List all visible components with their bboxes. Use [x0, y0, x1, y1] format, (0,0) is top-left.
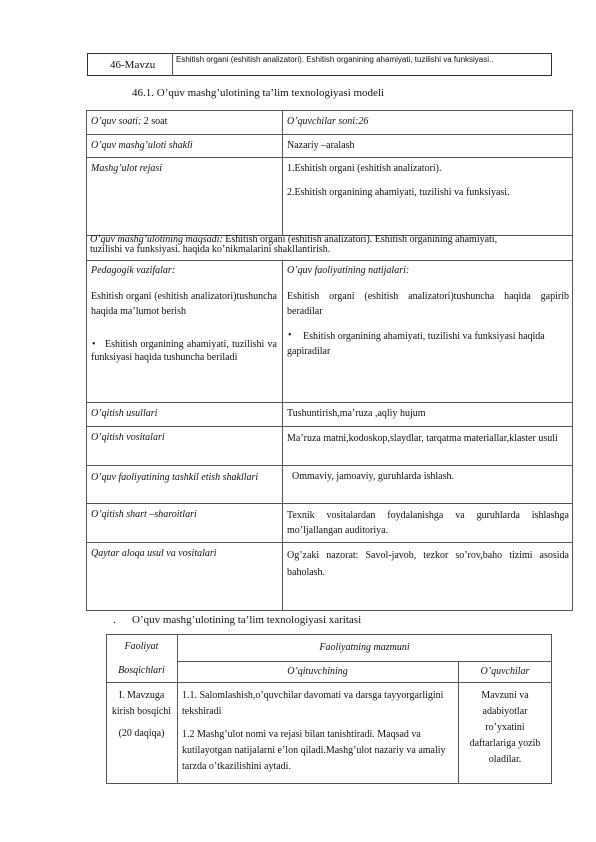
org-label: O’quv faoliyatining tashkil etish shakllari: [91, 472, 259, 483]
tools-value: Ma’ruza matni,kodoskop,slaydlar, tarqatma materiallar,klaster usuli: [287, 433, 558, 444]
time-value: 2 soat: [143, 116, 168, 127]
col-line: [282, 260, 283, 611]
col-line: [282, 110, 283, 235]
ped-bullet-text: Eshitish organining ahamiyati, tuzilishi va funksiyasi haqida tushuncha beriladi: [91, 339, 277, 363]
topic-label: 46-Mavzu: [110, 59, 156, 71]
map-row1-stage: I. Mavzuga kirish bosqichi: [111, 690, 172, 717]
row-line: [86, 260, 573, 261]
result-text: Eshitish organi (eshitish analizatori)tushuncha haqida gapirib beradilar: [287, 291, 569, 317]
map-row1-time: (20 daqiqa): [118, 728, 165, 739]
plan-item-1: 1.Eshitish organi (eshitish analizatori).: [287, 163, 442, 174]
section-map-marker: .: [113, 614, 116, 626]
org-value: Ommaviy, jamoaviy, guruhlarda ishlash.: [292, 471, 455, 482]
col-line: [458, 661, 459, 784]
map-col-stage-2: Bosqichlari: [118, 665, 165, 676]
feedback-value: Og’zaki nazorat: Savol-javob, tezkor so’rov,baho tizimi asosida baholash.: [287, 550, 569, 578]
map-row1-teacher-2: 1.2 Mashg’ulot nomi va rejasi bilan tanishtiradi. Maqsad va kutilayotgan natijalarni e’lon qiladi.Mashg’ulot nazariy va amaliy tarzda o’tkazilishini aytadi.: [182, 729, 446, 772]
students-count: O’quvchilar soni:26: [287, 116, 369, 127]
tools-label: O’qitish vositalari: [91, 432, 165, 443]
map-col-content: Faoliyatning mazmuni: [319, 642, 410, 653]
goal-label: O’quv mashg’ulotining maqsadi:: [90, 234, 223, 245]
feedback-label: Qaytar aloqa usul va vositalari: [91, 548, 217, 559]
section-model-title: 46.1. O’quv mashg’ulotining ta’lim texnologiyasi modeli: [132, 87, 385, 99]
ped-label: Pedagogik vazifalar:: [91, 265, 176, 276]
row-line: [86, 503, 573, 504]
time-label: O’quv soati: 2 soat: [91, 116, 168, 127]
col-line: [177, 634, 178, 784]
row-line: [86, 134, 573, 135]
plan-label: Mashg’ulot rejasi: [91, 163, 163, 174]
map-row1-teacher-1: 1.1. Salomlashish,o’quvchilar davomati va darsga tayyorgarligini tekshiradi: [182, 690, 444, 717]
map-col-stage-1: Faoliyat: [124, 641, 159, 652]
goal-text: O’quv mashg’ulotining maqsadi: Eshitish organi (eshitish analizatori). Eshitish organining ahamiyati, tuzilishi va funksiyasi. haqida ko’nikmalarini shakllantirish.: [90, 234, 498, 255]
row-line: [86, 157, 573, 158]
result-bullet-text: Eshitish organining ahamiyati, tuzilishi va funksiyasi haqida gapiradilar: [287, 331, 545, 357]
methods-label: O’qitish usullari: [91, 408, 158, 419]
methods-value: Tushuntirish,ma’ruza ,aqliy hujum: [287, 408, 426, 419]
map-row1-student: Mavzuni va adabiyotlar ro’yxatini daftarlariga yozib oladilar.: [469, 690, 541, 765]
row-line: [86, 542, 573, 543]
map-col-teacher: O’qituvchining: [287, 666, 348, 677]
form-value: Nazariy –aralash: [287, 140, 355, 151]
result-label: O’quv faoliyatining natijalari:: [287, 265, 410, 276]
row-line: [86, 426, 573, 427]
result-bullet-icon: •: [288, 330, 292, 341]
ped-bullet-icon: •: [92, 339, 96, 350]
row-line: [86, 402, 573, 403]
section-map-title: O’quv mashg’ulotining ta’lim texnologiyasi xaritasi: [132, 614, 362, 626]
row-line: [86, 465, 573, 466]
topic-header-divider: [172, 53, 173, 76]
conditions-label: O’qitish shart –sharoitlari: [91, 509, 197, 520]
ped-text: Eshitish organi (eshitish analizatori)tushuncha haqida ma’lumot berish: [91, 291, 277, 317]
plan-item-2: 2.Eshitish organining ahamiyati, tuzilishi va funksiyasi.: [287, 187, 510, 198]
row-line: [177, 661, 552, 662]
conditions-value: Texnik vositalardan foydalanishga va guruhlarda ishlashga mo’ljallangan auditoriya.: [287, 510, 569, 536]
topic-title: Eshitish organi (eshitish analizatori). Eshitish organining ahamiyati, tuzilishi va funksiyasi..: [176, 55, 494, 64]
form-label: O’quv mashg’uloti shakli: [91, 140, 193, 151]
map-col-student: O’quvchilar: [480, 666, 530, 677]
row-line: [106, 682, 552, 683]
